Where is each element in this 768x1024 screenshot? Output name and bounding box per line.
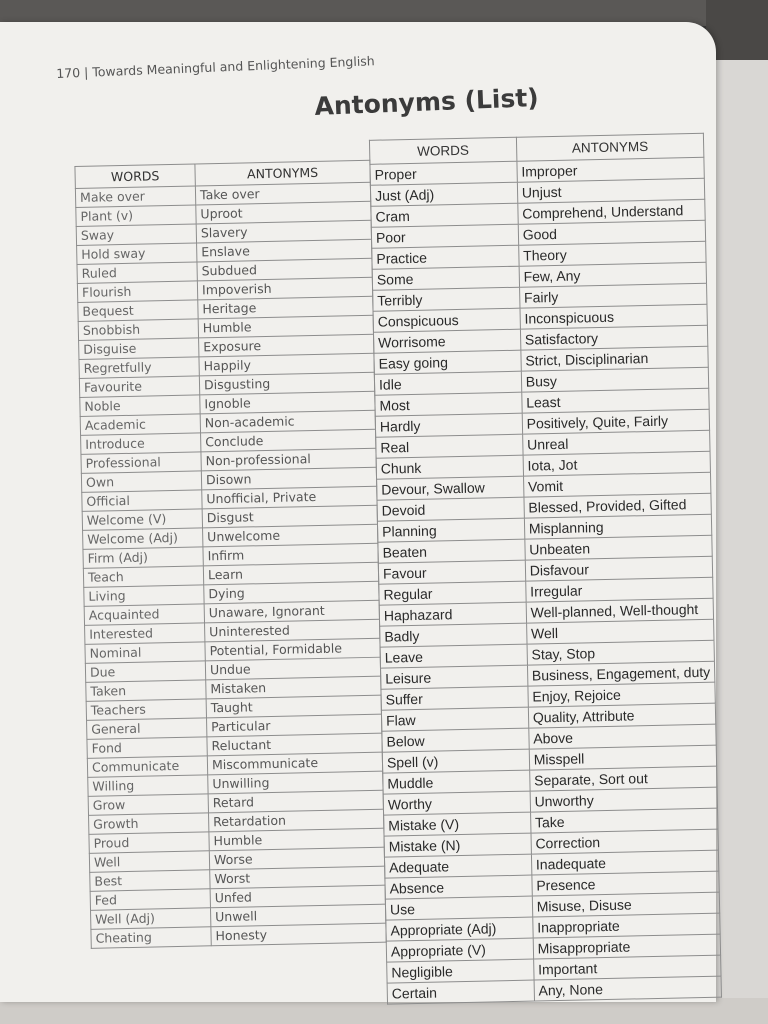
word-cell: Snobbish — [78, 319, 198, 341]
word-cell: Cram — [371, 203, 518, 227]
left-antonyms-header: ANTONYMS — [195, 160, 370, 186]
word-cell: Appropriate (V) — [386, 938, 533, 962]
word-cell: Negligible — [387, 959, 534, 983]
left-words-header: WORDS — [75, 164, 195, 189]
word-cell: Most — [375, 392, 522, 416]
antonym-cell: Any, None — [534, 976, 722, 1001]
antonym-cell: Take — [530, 808, 718, 833]
word-cell: Noble — [80, 395, 200, 417]
word-cell: General — [87, 718, 207, 740]
antonym-cell: Misappropriate — [533, 934, 721, 959]
antonym-cell: Unbeaten — [525, 535, 713, 560]
antonym-cell: Positively, Quite, Fairly — [522, 409, 710, 434]
word-cell: Disguise — [79, 338, 199, 360]
word-cell: Teach — [83, 566, 203, 588]
word-cell: Leisure — [381, 665, 528, 689]
word-cell: Sway — [76, 224, 196, 246]
antonym-cell: Reluctant — [207, 733, 382, 756]
word-cell: Planning — [377, 518, 524, 542]
antonym-cell: Disfavour — [525, 556, 713, 581]
antonym-cell: Potential, Formidable — [205, 638, 380, 661]
antonym-cell: Unreal — [522, 430, 710, 455]
word-cell: Regretfully — [79, 357, 199, 379]
word-cell: Proud — [89, 832, 209, 854]
antonym-cell: Uproot — [196, 201, 371, 224]
word-cell: Ruled — [77, 262, 197, 284]
word-cell: Chunk — [376, 455, 523, 479]
antonym-cell: Slavery — [196, 220, 371, 243]
antonym-cell: Iota, Jot — [523, 451, 711, 476]
antonym-cell: Infirm — [203, 543, 378, 566]
word-cell: Welcome (V) — [82, 509, 202, 531]
antonym-cell: Business, Engagement, duty — [527, 661, 715, 686]
word-cell: Welcome (Adj) — [83, 528, 203, 550]
antonym-cell: Improper — [517, 157, 705, 182]
word-cell: Practice — [372, 245, 519, 269]
word-cell: Well — [89, 851, 209, 873]
word-cell: Flourish — [77, 281, 197, 303]
antonym-cell: Misspell — [529, 745, 717, 770]
word-cell: Spell (v) — [382, 749, 529, 773]
antonym-cell: Vomit — [523, 472, 711, 497]
antonym-cell: Important — [533, 955, 721, 980]
word-cell: Adequate — [384, 854, 531, 878]
word-cell: Bequest — [78, 300, 198, 322]
word-cell: Easy going — [374, 350, 521, 374]
word-cell: Muddle — [383, 770, 530, 794]
word-cell: Poor — [371, 224, 518, 248]
word-cell: Proper — [370, 161, 517, 185]
word-cell: Terribly — [373, 287, 520, 311]
antonym-cell: Exposure — [199, 334, 374, 357]
right-words-header: WORDS — [369, 137, 516, 164]
word-cell: Worrisome — [373, 329, 520, 353]
antonym-cell: Humble — [209, 828, 384, 851]
word-cell: Make over — [75, 186, 195, 208]
right-antonym-table — [369, 133, 722, 1005]
antonym-cell: Non-academic — [200, 410, 375, 433]
antonym-cell: Take over — [195, 182, 370, 205]
left-antonym-table — [74, 160, 386, 949]
antonym-cell: Blessed, Provided, Gifted — [524, 493, 712, 518]
antonym-cell: Good — [518, 220, 706, 245]
word-cell: Certain — [387, 980, 534, 1004]
antonym-cell: Satisfactory — [520, 325, 708, 350]
word-cell: Best — [90, 870, 210, 892]
antonym-cell: Ignoble — [200, 391, 375, 414]
antonym-cell: Unfed — [210, 885, 385, 908]
antonym-cell: Taught — [206, 695, 381, 718]
word-cell: Mistake (N) — [384, 833, 531, 857]
antonym-cell: Misuse, Disuse — [532, 892, 720, 917]
antonym-cell: Enjoy, Rejoice — [528, 682, 716, 707]
antonym-cell: Miscommunicate — [207, 752, 382, 775]
word-cell: Real — [376, 434, 523, 458]
antonym-cell: Honesty — [211, 923, 386, 946]
antonym-cell: Heritage — [198, 296, 373, 319]
word-cell: Nominal — [85, 642, 205, 664]
word-cell: Idle — [374, 371, 521, 395]
antonym-cell: Stay, Stop — [527, 640, 715, 665]
word-cell: Haphazard — [379, 602, 526, 626]
word-cell: Conspicuous — [373, 308, 520, 332]
antonym-cell: Presence — [532, 871, 720, 896]
antonym-cell: Unwell — [210, 904, 385, 927]
antonym-cell: Unwilling — [208, 771, 383, 794]
word-cell: Introduce — [81, 433, 201, 455]
antonym-cell: Busy — [521, 367, 709, 392]
antonym-cell: Unjust — [517, 178, 705, 203]
antonym-cell: Well-planned, Well-thought — [526, 598, 714, 623]
word-cell: Willing — [88, 775, 208, 797]
word-cell: Absence — [385, 875, 532, 899]
antonym-cell: Correction — [531, 829, 719, 854]
antonym-cell: Inappropriate — [533, 913, 721, 938]
antonym-cell: Particular — [207, 714, 382, 737]
antonym-cell: Well — [526, 619, 714, 644]
word-cell: Cheating — [91, 927, 211, 949]
word-cell: Below — [382, 728, 529, 752]
title-paren: (List) — [463, 83, 540, 115]
title-main: Antonyms — [314, 86, 457, 121]
word-cell: Badly — [380, 623, 527, 647]
word-cell: Living — [84, 585, 204, 607]
antonym-cell: Disgust — [202, 505, 377, 528]
antonym-cell: Disgusting — [199, 372, 374, 395]
word-cell: Professional — [81, 452, 201, 474]
antonym-cell: Undue — [205, 657, 380, 680]
antonym-cell: Mistaken — [206, 676, 381, 699]
word-cell: Plant (v) — [76, 205, 196, 227]
word-cell: Devour, Swallow — [377, 476, 524, 500]
antonym-cell: Non-professional — [201, 448, 376, 471]
antonym-cell: Comprehend, Understand — [518, 199, 706, 224]
word-cell: Communicate — [87, 756, 207, 778]
antonym-cell: Conclude — [201, 429, 376, 452]
antonym-cell: Humble — [198, 315, 373, 338]
antonym-cell: Separate, Sort out — [529, 766, 717, 791]
antonym-cell: Strict, Disciplinarian — [521, 346, 709, 371]
antonym-cell: Fairly — [519, 283, 707, 308]
antonym-cell: Least — [522, 388, 710, 413]
antonym-cell: Uninterested — [205, 619, 380, 642]
word-cell: Fed — [90, 889, 210, 911]
word-cell: Leave — [380, 644, 527, 668]
word-cell: Beaten — [378, 539, 525, 563]
word-cell: Hold sway — [77, 243, 197, 265]
right-table-body — [370, 157, 722, 1004]
antonym-cell: Learn — [203, 562, 378, 585]
right-antonyms-header: ANTONYMS — [516, 133, 704, 161]
word-cell: Well (Adj) — [91, 908, 211, 930]
word-cell: Growth — [89, 813, 209, 835]
antonym-cell: Happily — [199, 353, 374, 376]
antonym-cell: Retard — [208, 790, 383, 813]
antonym-cell: Unaware, Ignorant — [204, 600, 379, 623]
word-cell: Just (Adj) — [370, 182, 517, 206]
word-cell: Suffer — [381, 686, 528, 710]
word-cell: Worthy — [383, 791, 530, 815]
word-cell: Interested — [85, 623, 205, 645]
word-cell: Mistake (V) — [384, 812, 531, 836]
antonym-cell: Theory — [518, 241, 706, 266]
antonym-cell: Impoverish — [197, 277, 372, 300]
word-cell: Teachers — [86, 699, 206, 721]
word-cell: Favourite — [79, 376, 199, 398]
antonym-cell: Worst — [210, 866, 385, 889]
word-cell: Hardly — [375, 413, 522, 437]
word-cell: Academic — [80, 414, 200, 436]
antonym-cell: Disown — [201, 467, 376, 490]
antonym-cell: Misplanning — [524, 514, 712, 539]
word-cell: Flaw — [381, 707, 528, 731]
antonym-cell: Unworthy — [530, 787, 718, 812]
left-table-body — [75, 182, 386, 948]
word-cell: Appropriate (Adj) — [386, 917, 533, 941]
word-cell: Devoid — [377, 497, 524, 521]
antonym-cell: Subdued — [197, 258, 372, 281]
word-cell: Fond — [87, 737, 207, 759]
word-cell: Official — [82, 490, 202, 512]
antonym-cell: Few, Any — [519, 262, 707, 287]
word-cell: Some — [372, 266, 519, 290]
antonym-cell: Worse — [209, 847, 384, 870]
word-cell: Due — [85, 661, 205, 683]
word-cell: Regular — [379, 581, 526, 605]
word-cell: Favour — [378, 560, 525, 584]
word-cell: Firm (Adj) — [83, 547, 203, 569]
antonym-cell: Dying — [204, 581, 379, 604]
running-header: 170 | Towards Meaningful and Enlightening English — [56, 53, 375, 81]
word-cell: Grow — [88, 794, 208, 816]
antonym-cell: Enslave — [197, 239, 372, 262]
word-cell: Taken — [86, 680, 206, 702]
antonym-cell: Unwelcome — [203, 524, 378, 547]
antonym-cell: Inconspicuous — [520, 304, 708, 329]
word-cell: Acquainted — [84, 604, 204, 626]
word-cell: Own — [81, 471, 201, 493]
antonym-cell: Quality, Attribute — [528, 703, 716, 728]
antonym-cell: Unofficial, Private — [202, 486, 377, 509]
antonym-cell: Above — [529, 724, 717, 749]
antonym-cell: Retardation — [208, 809, 383, 832]
word-cell: Use — [385, 896, 532, 920]
antonym-cell: Inadequate — [531, 850, 719, 875]
antonym-cell: Irregular — [525, 577, 713, 602]
